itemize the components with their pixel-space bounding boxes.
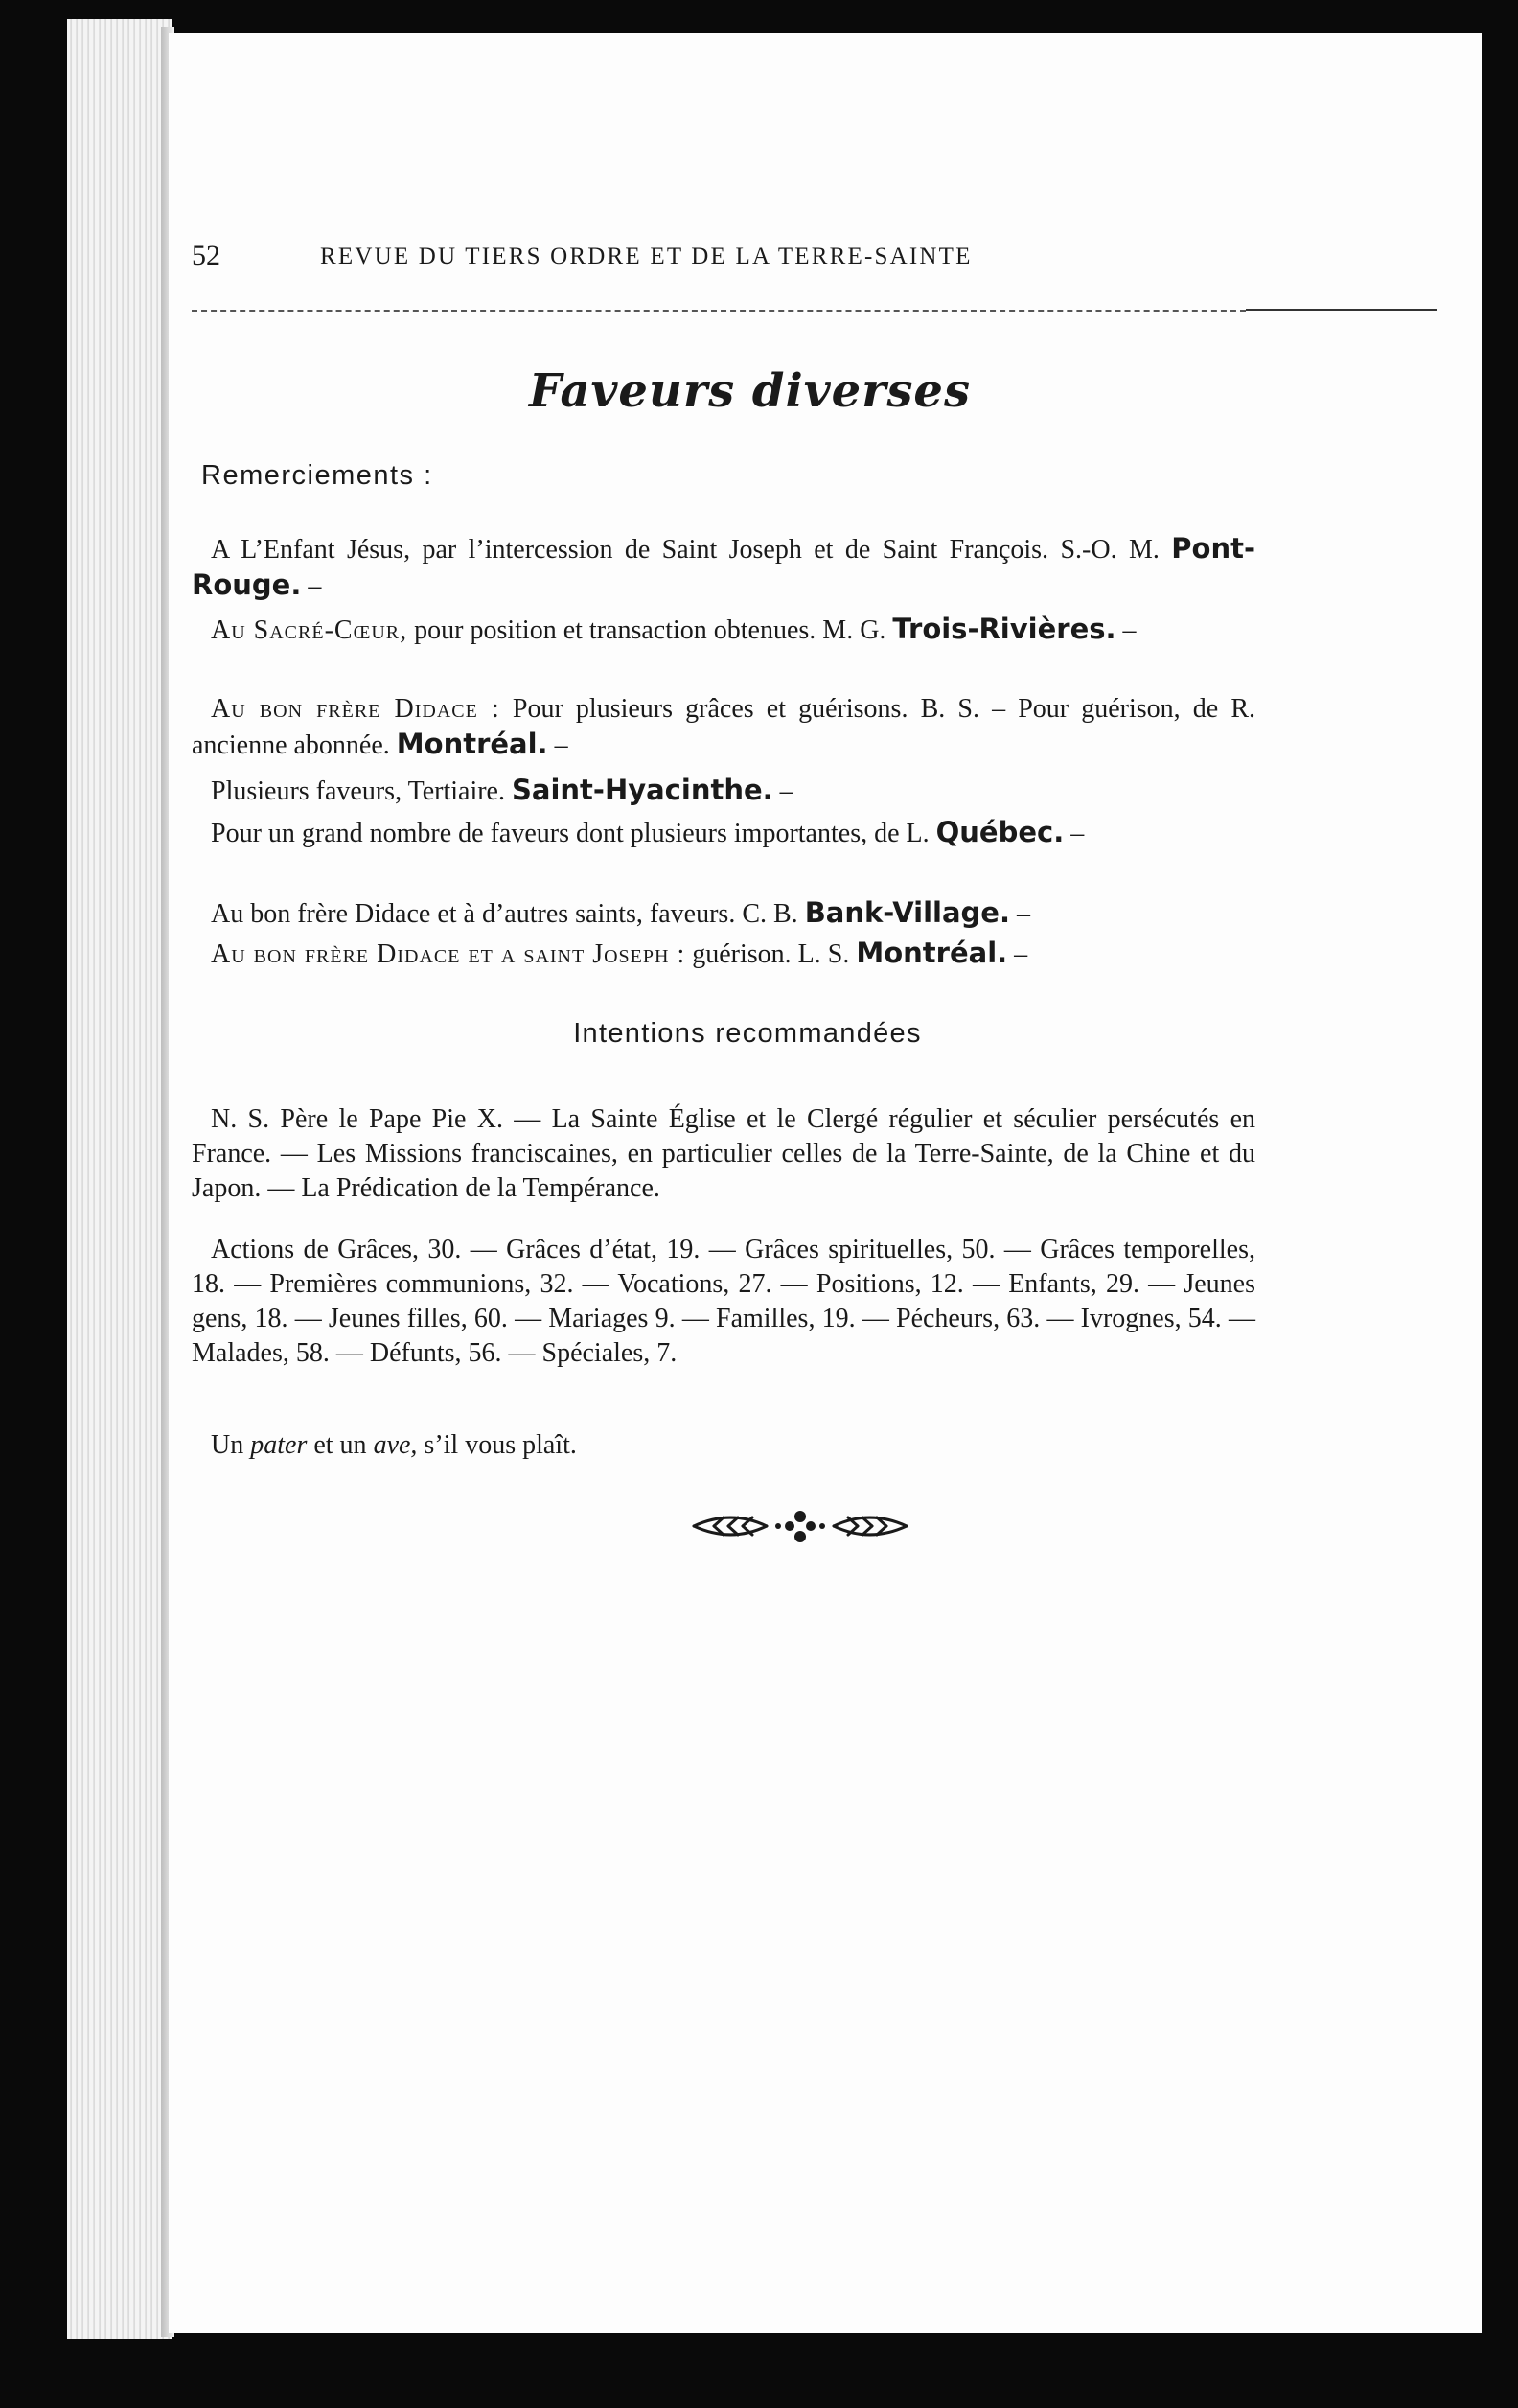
entry-dash: – bbox=[1017, 899, 1030, 929]
entry-text: Pour un grand nombre de faveurs dont plusieurs importantes, de L. bbox=[211, 819, 930, 848]
remerciement-entry bbox=[192, 895, 1255, 932]
closing-pre: Un bbox=[211, 1430, 244, 1460]
closing-line bbox=[192, 1428, 1255, 1463]
entry-place: Bank-Village. bbox=[804, 896, 1010, 929]
intentions-counts-paragraph: Actions de Grâces, 30. — Grâces d’état, 19. — Grâces spirituelles, 50. — Grâces temporelles, 18. — Premières communions, 32. — Vocations, 27. — Positions, 12. — Enfants, 29. — Jeunes gens, 18. — Jeunes filles, 60. — Mariages 9. — Familles, 19. — Pécheurs, 63. — Ivrognes, 54. — Malades, 58. — Défunts, 56. — Spéciales, 7. bbox=[192, 1235, 1255, 1368]
entry-text: Pour plusieurs grâces et guérisons. B. S. – Pour guérison, de R. ancienne abonnée. bbox=[192, 694, 1256, 760]
remerciement-entry bbox=[192, 773, 1255, 809]
entry-text: guérison. L. S. bbox=[692, 939, 850, 969]
entry-dash: – bbox=[1014, 939, 1028, 969]
entry-lead: Au bon frère Didace : bbox=[211, 694, 500, 724]
entry-dash: – bbox=[308, 571, 322, 601]
entry-place: Québec. bbox=[935, 816, 1065, 848]
entry-place: Montréal. bbox=[396, 728, 548, 760]
remerciement-entry bbox=[192, 612, 1255, 648]
closing-post: s’il vous plaît. bbox=[424, 1430, 577, 1460]
header-rule bbox=[192, 310, 1246, 312]
entry-lead: Au bon frère Didace et a saint Joseph : bbox=[211, 939, 686, 969]
entry-text: pour position et transaction obtenues. M. G. bbox=[414, 615, 886, 645]
entry-dash: – bbox=[1070, 819, 1085, 848]
page-number: 52 bbox=[192, 240, 220, 271]
closing-word-pater: pater bbox=[250, 1430, 308, 1460]
remerciements-heading: Remerciements : bbox=[201, 460, 433, 491]
intentions-paragraph: N. S. Père le Pape Pie X. — La Sainte Église et le Clergé régulier et séculier persécutés en France. — Les Missions franciscaines, en particulier celles de la Terre-Sainte, de la Chine et du Japon. — La Prédication de la Tempérance. bbox=[192, 1104, 1255, 1203]
fleuron-ornament-icon bbox=[690, 1505, 910, 1547]
book-page-edges bbox=[67, 19, 172, 2339]
entry-place: Saint-Hyacinthe. bbox=[512, 774, 773, 806]
entry-place: Trois-Rivières. bbox=[892, 613, 1116, 645]
entry-text: A L’Enfant Jésus, par l’intercession de Saint Joseph et de Saint François. S.-O. M. bbox=[211, 535, 1160, 565]
header-rule-end bbox=[1246, 309, 1438, 311]
entry-dash: – bbox=[554, 730, 568, 760]
entry-text: Au bon frère Didace et à d’autres saints, faveurs. C. B. bbox=[211, 899, 798, 929]
intentions-heading: Intentions recommandées bbox=[573, 1018, 922, 1049]
section-title: Faveurs diverses bbox=[528, 364, 971, 418]
remerciement-entry bbox=[192, 531, 1255, 604]
entry-text: Plusieurs faveurs, Tertiaire. bbox=[211, 776, 505, 806]
closing-word-ave: ave, bbox=[373, 1430, 418, 1460]
running-header bbox=[192, 240, 1308, 288]
running-title: REVUE DU TIERS ORDRE ET DE LA TERRE-SAINTE bbox=[320, 243, 973, 269]
remerciement-entry bbox=[192, 815, 1255, 851]
closing-mid: et un bbox=[313, 1430, 367, 1460]
entry-dash: – bbox=[1122, 615, 1137, 645]
entry-lead: Au Sacré-Cœur, bbox=[211, 615, 408, 645]
entry-place: Pont-Rouge. bbox=[192, 532, 1255, 601]
entry-place: Montréal. bbox=[856, 937, 1008, 969]
remerciement-entry bbox=[192, 692, 1255, 763]
entry-dash: – bbox=[779, 776, 794, 806]
remerciement-entry bbox=[192, 936, 1255, 972]
